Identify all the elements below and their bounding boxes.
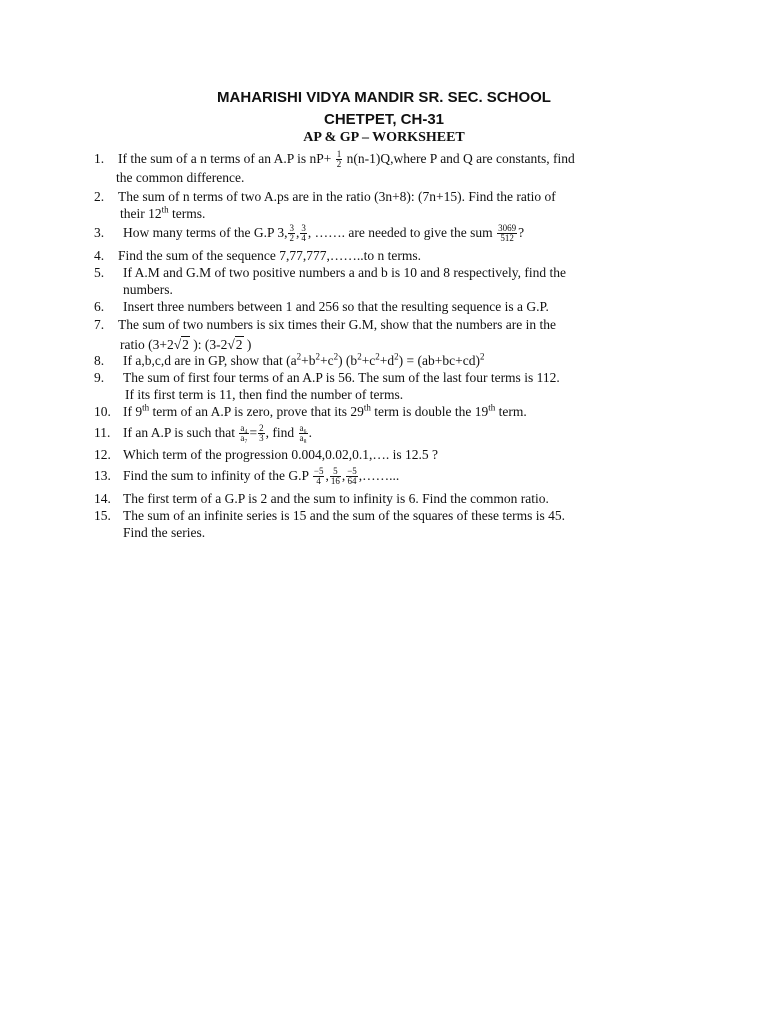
question-number: 5. [94,265,105,280]
question-number: 12. [94,447,111,462]
question-8: 8. If a,b,c,d are in GP, show that $(a^2+b^2+c^2) (b^2+c^2+d^2) = (ab+bc+cd)^2$ [94,351,485,368]
fraction: $\frac{-5}{4}$ [313,466,324,487]
question-number: 15. [94,508,111,523]
question-text: How many terms of the G.P 3, [123,225,288,240]
separator: , [295,225,300,240]
question-6 [94,298,684,315]
question-4 [94,247,684,264]
question-text: The sum of an infinite series is 15 and the sum of the squares of these terms is 45. [123,508,566,523]
radicand: 2 [182,337,189,352]
school-location: CHETPET, CH-31 [323,111,445,128]
fraction: $\frac{\text{a₆}}{\text{a₈}}$ [299,423,307,444]
question-2 [94,188,684,222]
question-text: If A.M and G.M of two positive numbers a and b is 10 and 8 respectively, find the [123,265,567,280]
fraction: $\frac{-5}{64}$ [347,466,357,487]
question-text: If an A.P is such that [123,425,235,440]
fraction: $\frac{3}{4}$ [301,223,306,244]
question-text: The sum of first four terms of an A.P is 56. The sum of the last four terms is 112. [123,370,560,385]
question-11: 11. If an A.P is such that $\frac{\text{a₄}}{\text{a₇}}$ = $\frac{2}{3}$ , find $\frac{\text{a₆}}{\text{a₈}}$ . [94,423,313,444]
question-13: 13. Find the sum to infinity of the G.P $\frac{-5}{4}$ , $\frac{5}{16}$ , $\frac{-5}{64}$ ,……... [94,466,400,487]
question-text: the common difference. [116,170,245,186]
question-text: ) [243,337,252,352]
question-text: If the sum of a n terms of an A.P is nP+ [118,151,332,166]
question-text: If a,b,c,d are in GP, show that (a [123,353,297,368]
question-text: Find the sum to infinity of the G.P [123,468,309,483]
question-number: 3. [94,225,105,240]
question-text: numbers. [123,282,173,297]
fraction: $\frac{5}{16}$ [330,466,340,487]
superscript: th [161,204,169,215]
question-text: If 9 [123,404,143,419]
question-14 [94,490,684,507]
question-text: ): (3-2√ [189,337,235,352]
question-number: 7. [94,317,105,332]
question-number: 14. [94,491,111,506]
question-text: Which term of the progression 0.004,0.02,0.1,…. is 12.5 ? [123,447,438,462]
question-12 [94,446,684,463]
question-text: The sum of two numbers is six times their G.M, show that the numbers are in the [118,317,556,332]
radicand: 2 [235,337,243,352]
question-9 [94,369,684,403]
question-text: Insert three numbers between 1 and 256 so that the resulting sequence is a G.P. [123,299,549,314]
fraction: $\frac{1}{2}$ [336,149,342,170]
question-15 [94,507,684,541]
fraction: $\frac{2}{3}$ [259,423,264,444]
question-text: n(n-1)Q,where P and Q are constants, find [346,151,575,166]
question-text: , ……. are needed to give the sum [307,225,493,240]
question-number: 8. [94,353,105,368]
question-7 [94,316,684,353]
fraction: $\frac{3}{2}$ [289,223,294,244]
question-text: ? [518,225,525,240]
question-3 [94,224,684,243]
fraction: $\frac{\text{a₄}}{\text{a₇}}$ [240,423,248,444]
question-number: 2. [94,189,105,204]
question-text: If its first term is 11, then find the number of terms. [125,387,404,402]
question-10: 10. If 9th term of an A.P is zero, prove that its 29th term is double the 19th term. [94,402,527,419]
question-number: 6. [94,299,105,314]
question-text: Find the series. [123,525,206,540]
school-name: MAHARISHI VIDYA MANDIR SR. SEC. SCHOOL [217,89,551,106]
question-5 [94,264,684,298]
question-1 [94,150,684,186]
worksheet-title: AP & GP – WORKSHEET [303,130,465,145]
question-number: 9. [94,370,105,385]
fraction: $\frac{3069}{512}$ [498,223,517,244]
question-text: The sum of n terms of two A.ps are in the ratio (3n+8): (7n+15). Find the ratio of [118,189,556,204]
question-text: ratio (3+2√ [120,337,182,352]
question-number: 10. [94,404,111,419]
question-number: 1. [94,151,105,166]
question-text: Find the sum of the sequence 7,77,777,……..to n terms. [118,248,421,263]
question-number: 13. [94,468,111,483]
question-text: The first term of a G.P is 2 and the sum to infinity is 6. Find the common ratio. [123,491,549,506]
question-number: 4. [94,248,105,263]
question-text: their 12 [120,206,162,221]
question-number: 11. [94,425,111,440]
question-text: terms. [168,206,206,221]
